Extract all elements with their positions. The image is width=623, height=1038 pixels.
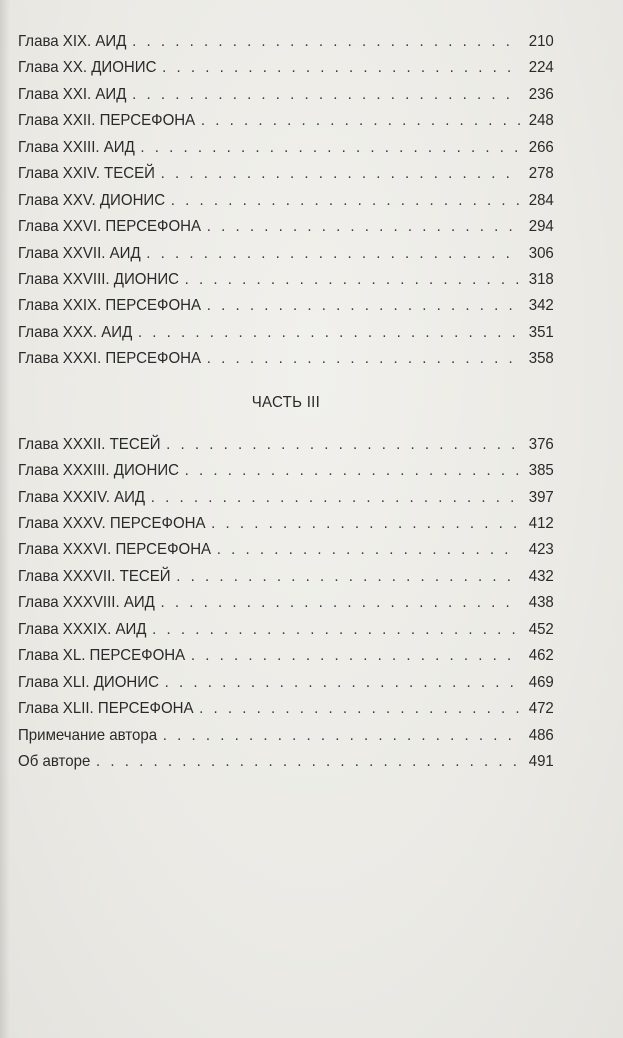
dot-leader [176, 564, 520, 590]
entry-page-number: 376 [528, 435, 554, 453]
entry-title: Глава XXXIX. АИД [18, 620, 147, 638]
entry-page-number: 318 [528, 270, 554, 288]
entry-page-number: 486 [528, 726, 554, 744]
entry-title: Глава XXVI. ПЕРСЕФОНА [18, 218, 202, 236]
part-heading: ЧАСТЬ III [251, 393, 321, 411]
entry-page-number: 397 [528, 488, 554, 506]
entry-page-number: 423 [528, 541, 554, 559]
toc-entry [18, 214, 554, 240]
entry-page-number: 491 [528, 752, 554, 770]
dot-leader [132, 82, 520, 108]
dot-leader [140, 135, 520, 161]
toc-entry [18, 670, 554, 696]
dot-leader [160, 590, 519, 616]
entry-title: Глава XXXV. ПЕРСЕФОНА [18, 515, 206, 532]
toc-entry [18, 29, 554, 55]
entry-page-number: 469 [528, 673, 554, 691]
entry-title: Глава XXXI. ПЕРСЕФОНА [18, 350, 202, 368]
entry-page-number: 210 [528, 33, 554, 50]
entry-page-number: 266 [528, 138, 554, 156]
table-of-contents [18, 29, 554, 775]
toc-entry [18, 293, 554, 319]
toc-entry [18, 590, 554, 616]
toc-entry [18, 485, 554, 511]
dot-leader [163, 723, 520, 749]
dot-leader [201, 108, 520, 134]
entry-title: Глава XXV. ДИОНИС [18, 191, 166, 209]
entry-page-number: 432 [528, 567, 554, 585]
entry-title: Глава XXXIV. АИД [18, 488, 146, 506]
dot-leader [211, 511, 520, 537]
dot-leader [166, 432, 520, 458]
entry-page-number: 438 [528, 594, 554, 612]
toc-entry [18, 432, 554, 458]
dot-leader [161, 161, 520, 187]
toc-entry [18, 617, 554, 643]
entry-title: Глава XLI. ДИОНИС [18, 673, 159, 691]
entry-page-number: 342 [528, 297, 554, 315]
dot-leader [191, 643, 520, 669]
dot-leader [162, 55, 520, 81]
entry-title: Глава XXIX. ПЕРСЕФОНА [18, 297, 202, 315]
entry-page-number: 224 [528, 59, 554, 77]
toc-entry [18, 643, 554, 669]
toc-entry [18, 82, 554, 108]
entry-title: Глава XXI. АИД [18, 85, 127, 103]
toc-entry [18, 511, 554, 537]
entry-title: Глава XIX. АИД [18, 33, 127, 50]
entry-title: Глава XLII. ПЕРСЕФОНА [18, 700, 194, 718]
dot-leader [171, 188, 520, 214]
toc-entry [18, 188, 554, 214]
entry-title: Глава XL. ПЕРСЕФОНА [18, 647, 186, 665]
toc-entry [18, 749, 554, 775]
dot-leader [185, 267, 520, 293]
entry-page-number: 358 [528, 350, 554, 368]
dot-leader [132, 29, 520, 55]
dot-leader [152, 617, 520, 643]
entry-title: Глава XXX. АИД [18, 323, 133, 341]
toc-entry [18, 346, 554, 372]
entry-page-number: 412 [528, 515, 554, 532]
entry-title: Об авторе [18, 752, 91, 770]
entry-title: Глава XXIII. АИД [18, 138, 135, 156]
toc-entry [18, 55, 554, 81]
toc-entry [18, 267, 554, 293]
toc-entry [18, 564, 554, 590]
toc-entry [18, 241, 554, 267]
toc-list-before [18, 29, 554, 373]
dot-leader [151, 485, 520, 511]
entry-title: Глава XXXVI. ПЕРСЕФОНА [18, 541, 212, 559]
entry-page-number: 452 [528, 620, 554, 638]
toc-entry [18, 135, 554, 161]
dot-leader [207, 346, 520, 372]
entry-page-number: 294 [528, 218, 554, 236]
entry-page-number: 284 [528, 191, 554, 209]
entry-title: Глава XXIV. ТЕСЕЙ [18, 165, 155, 183]
entry-title: Глава XXXII. ТЕСЕЙ [18, 435, 161, 453]
dot-leader [217, 537, 520, 563]
entry-title: Глава XX. ДИОНИС [18, 59, 157, 77]
entry-page-number: 278 [528, 165, 554, 183]
entry-title: Глава XXVIII. ДИОНИС [18, 270, 180, 288]
dot-leader [185, 458, 520, 484]
entry-page-number: 306 [528, 244, 554, 262]
dot-leader [96, 749, 520, 775]
entry-page-number: 472 [528, 700, 554, 718]
entry-page-number: 248 [528, 112, 554, 130]
toc-entry [18, 537, 554, 563]
entry-page-number: 462 [528, 647, 554, 665]
dot-leader [199, 696, 520, 722]
entry-title: Глава XXVII. АИД [18, 244, 141, 262]
toc-list-after [18, 432, 554, 776]
toc-entry [18, 696, 554, 722]
entry-page-number: 385 [528, 462, 554, 480]
dot-leader [165, 670, 520, 696]
dot-leader [146, 241, 520, 267]
dot-leader [207, 293, 520, 319]
toc-entry [18, 108, 554, 134]
entry-title: Глава XXXVIII. АИД [18, 594, 155, 612]
toc-entry [18, 320, 554, 346]
entry-title: Глава XXXVII. ТЕСЕЙ [18, 567, 171, 585]
entry-title: Глава XXXIII. ДИОНИС [18, 462, 180, 480]
toc-entry [18, 161, 554, 187]
entry-page-number: 351 [528, 323, 554, 341]
entry-title: Глава XXII. ПЕРСЕФОНА [18, 112, 196, 130]
toc-entry [18, 458, 554, 484]
dot-leader [207, 214, 520, 240]
toc-entry [18, 723, 554, 749]
entry-title: Примечание автора [18, 726, 158, 744]
dot-leader [138, 320, 520, 346]
entry-page-number: 236 [528, 85, 554, 103]
